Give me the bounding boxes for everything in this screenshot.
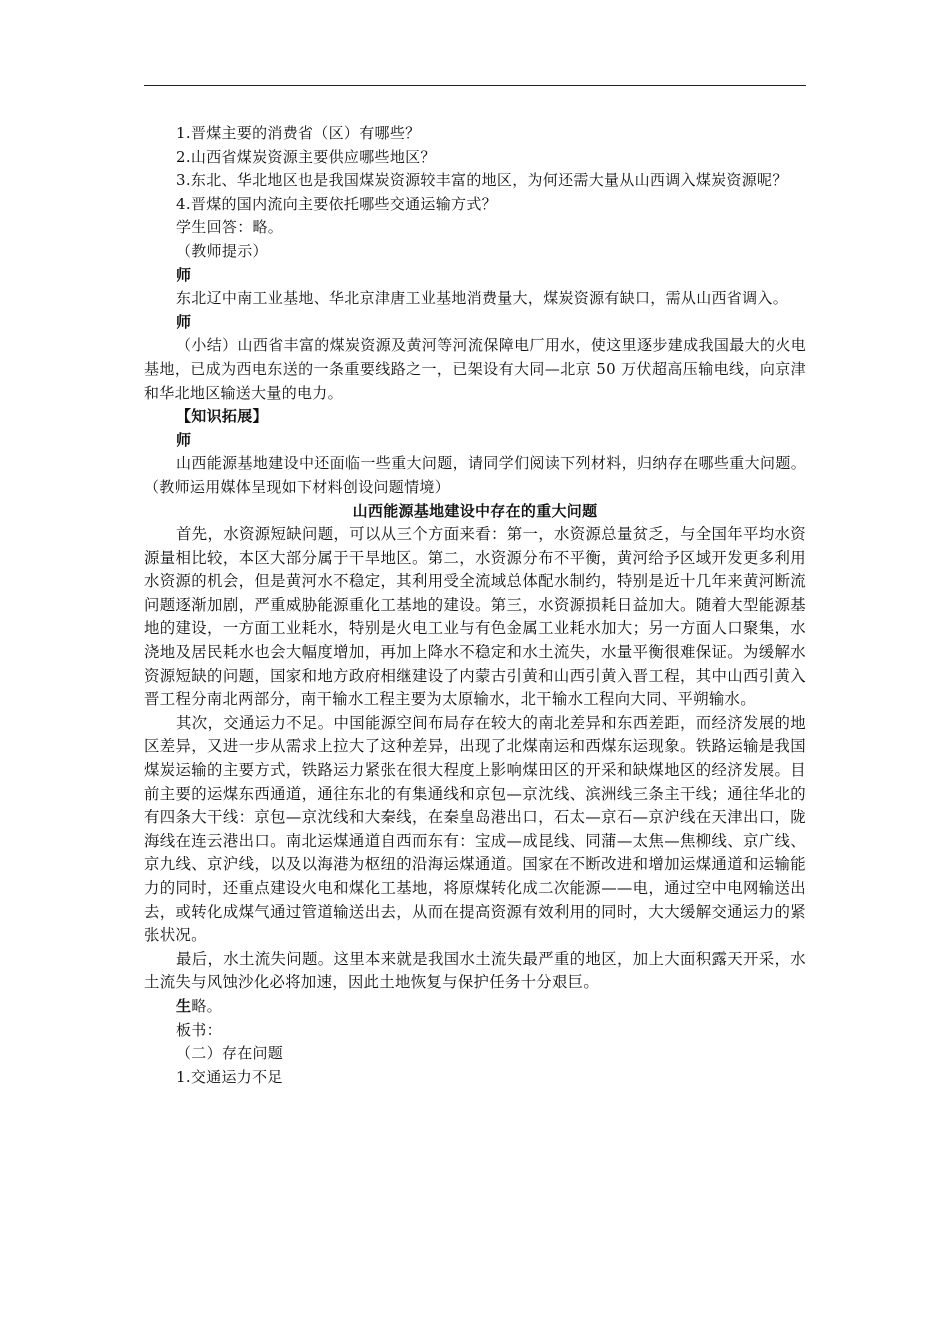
board-label: 板书：	[176, 1020, 222, 1039]
material-title: 山西能源基地建设中存在的重大问题	[352, 501, 598, 520]
teacher-text-2: （小结）山西省丰富的煤炭资源及黄河等河流保障电厂用水，使这里逐步建成我国最大的火电基地，已成为西电东送的一条重要线路之一，已架设有大同—北京 50 万伏超高压输电线，向京津和华北地区输送大量的电力。	[144, 336, 806, 402]
material-paragraph-1: 首先，水资源短缺问题，可以从三个方面来看：第一，水资源总量贫乏，与全国年平均水资源量相比较，本区大部分属于干旱地区。第二，水资源分布不平衡，黄河给予区域开发更多利用水资源的机会，但是黄河水不稳定，其利用受全流域总体配水制约，特别是近十几年来黄河断流问题逐渐加剧，严重威胁能源重化工基地的建设。第三，水资源损耗日益加大。随着大型能源基地的建设，一方面工业耗水，特别是火电工业与有色金属工业耗水加大；另一方面人口聚集，水浇地及居民耗水也会大幅度增加，再加上降水不稳定和水土流失，水量平衡很难保证。为缓解水资源短缺的问题，国家和地方政府相继建设了内蒙古引黄和山西引黄入晋工程，其中山西引黄入晋工程分南北两部分，南干输水工程主要为太原输水，北干输水工程向大同、平朔输水。	[144, 525, 806, 709]
question-2: 2.山西省煤炭资源主要供应哪些地区？	[176, 147, 436, 166]
student-label: 生	[176, 996, 192, 1015]
material-paragraph-3: 最后，水土流失问题。这里本来就是我国水土流失最严重的地区，加上大面积露天开采，水土流失与风蚀沙化必将加速，因此土地恢复与保护任务十分艰巨。	[144, 949, 806, 992]
board-item-1: 1.交通运力不足	[176, 1067, 283, 1086]
knowledge-extension-heading: 【知识拓展】	[176, 407, 268, 426]
board-section: （二）存在问题	[176, 1044, 284, 1063]
header-rule	[144, 85, 806, 86]
material-paragraph-2: 其次，交通运力不足。中国能源空间布局存在较大的南北差异和东西差距，而经济发展的地区差异，又进一步从需求上拉大了这种差异，出现了北煤南运和西煤东运现象。铁路运输是我国煤炭运输的主要方式，铁路运力紧张在很大程度上影响煤田区的开采和缺煤地区的经济发展。目前主要的运煤东西通道，通往东北的有集通线和京包—京沈线、滨洲线三条主干线；通往华北的有四条大干线：京包—京沈线和大秦线，在秦皇岛港出口，石太—京石—京沪线在天津出口，陇海线在连云港出口。南北运煤通道自西而东有：宝成—成昆线、同蒲—太焦—焦柳线、京广线、京九线、京沪线，以及以海港为枢纽的沿海运煤通道。国家在不断改进和增加运煤通道和运输能力的同时，还重点建设火电和煤化工基地，将原煤转化成二次能源——电，通过空中电网输送出去，或转化成煤气通过管道输送出去，从而在提高资源有效利用的同时，大大缓解交通运力的紧张状况。	[144, 713, 806, 945]
teacher-label: 师	[176, 430, 192, 449]
question-4: 4.晋煤的国内流向主要依托哪些交通运输方式？	[176, 194, 497, 213]
teacher-text-1: 东北辽中南工业基地、华北京津唐工业基地消费量大，煤炭资源有缺口，需从山西省调入。	[176, 289, 789, 308]
document-body	[144, 122, 806, 1089]
teacher-text-3: 山西能源基地建设中还面临一些重大问题，请同学们阅读下列材料，归纳存在哪些重大问题。（教师运用媒体呈现如下材料创设问题情境）	[144, 454, 806, 496]
question-3: 3.东北、华北地区也是我国煤炭资源较丰富的地区，为何还需大量从山西调入煤炭资源呢？	[176, 171, 788, 190]
student-text: 略。	[191, 996, 222, 1015]
teacher-hint: （教师提示）	[176, 241, 268, 260]
student-answer: 学生回答：略。	[176, 218, 284, 237]
teacher-label: 师	[176, 265, 192, 284]
teacher-label: 师	[176, 312, 192, 331]
question-1: 1.晋煤主要的消费省（区）有哪些？	[176, 124, 421, 142]
student-line	[144, 995, 806, 1019]
